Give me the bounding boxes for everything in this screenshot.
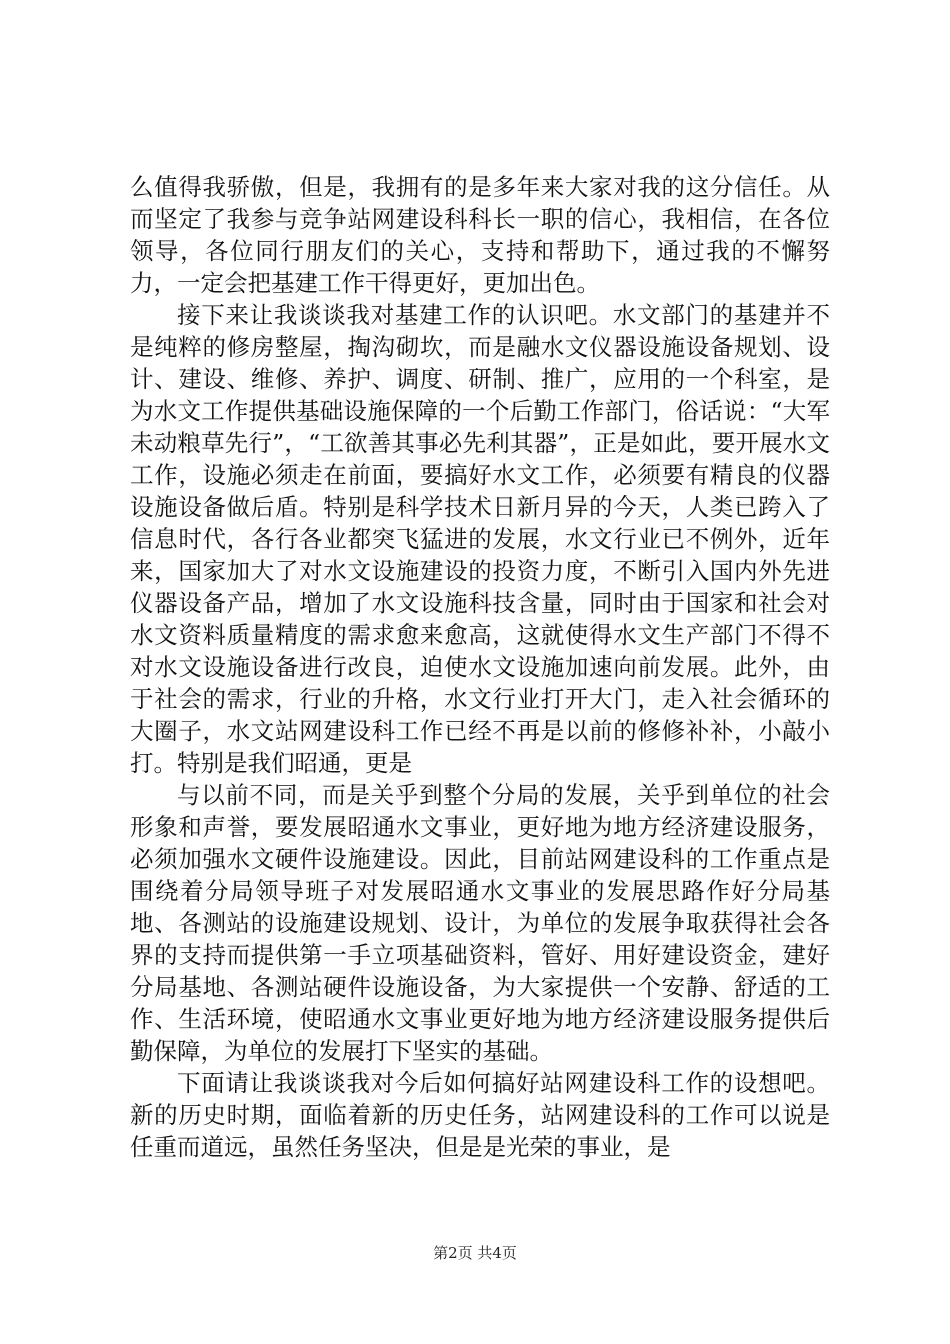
page-number-footer: 第2页 共4页 — [433, 1244, 517, 1262]
paragraph-4: 下面请让我谈谈我对今后如何搞好站网建设科工作的设想吧。新的历史时期，面临着新的历史任务，站网建设科的工作可以说是任重而道远，虽然任务坚决，但是是光荣的事业，是 — [130, 1069, 830, 1161]
paragraph-3: 与以前不同，而是关乎到整个分局的发展，关乎到单位的社会形象和声誉，要发展昭通水文事业，更好地为地方经济建设服务，必须加强水文硬件设施建设。因此，目前站网建设科的工作重点是围绕着分局领导班子对发展昭通水文事业的发展思路作好分局基地、各测站的设施建设规划、设计，为单位的发展争取获得社会各界的支持而提供第一手立项基础资料，管好、用好建设资金，建好分局基地、各测站硬件设施设备，为大家提供一个安静、舒适的工作、生活环境，使昭通水文事业更好地为地方经济建设服务提供后勤保障，为单位的发展打下坚实的基础。 — [130, 781, 830, 1065]
paragraph-1: 么值得我骄傲，但是，我拥有的是多年来大家对我的这分信任。从而坚定了我参与竞争站网建设科科长一职的信心，我相信，在各位领导，各位同行朋友们的关心，支持和帮助下，通过我的不懈努力，一定会把基建工作干得更好，更加出色。 — [130, 173, 830, 297]
document-body — [130, 171, 830, 1163]
paragraph-2: 接下来让我谈谈我对基建工作的认识吧。水文部门的基建并不是纯粹的修房整屋，掏沟砌坎，而是融水文仪器设施设备规划、设计、建设、维修、养护、调度、研制、推广，应用的一个科室，是为水文工作提供基础设施保障的一个后勤工作部门，俗话说：“大军未动粮草先行”，“工欲善其事必先利其器”，正是如此，要开展水文工作，设施必须走在前面，要搞好水文工作，必须要有精良的仪器设施设备做后盾。特别是科学技术日新月异的今天，人类已跨入了信息时代，各行各业都突飞猛进的发展，水文行业已不例外，近年来，国家加大了对水文设施建设的投资力度，不断引入国内外先进仪器设备产品，增加了水文设施科技含量，同时由于国家和社会对水文资料质量精度的需求愈来愈高，这就使得水文生产部门不得不对水文设施设备进行改良，迫使水文设施加速向前发展。此外，由于社会的需求，行业的升格，水文行业打开大门，走入社会循环的大圈子，水文站网建设科工作已经不再是以前的修修补补，小敲小打。特别是我们昭通，更是 — [130, 301, 830, 777]
